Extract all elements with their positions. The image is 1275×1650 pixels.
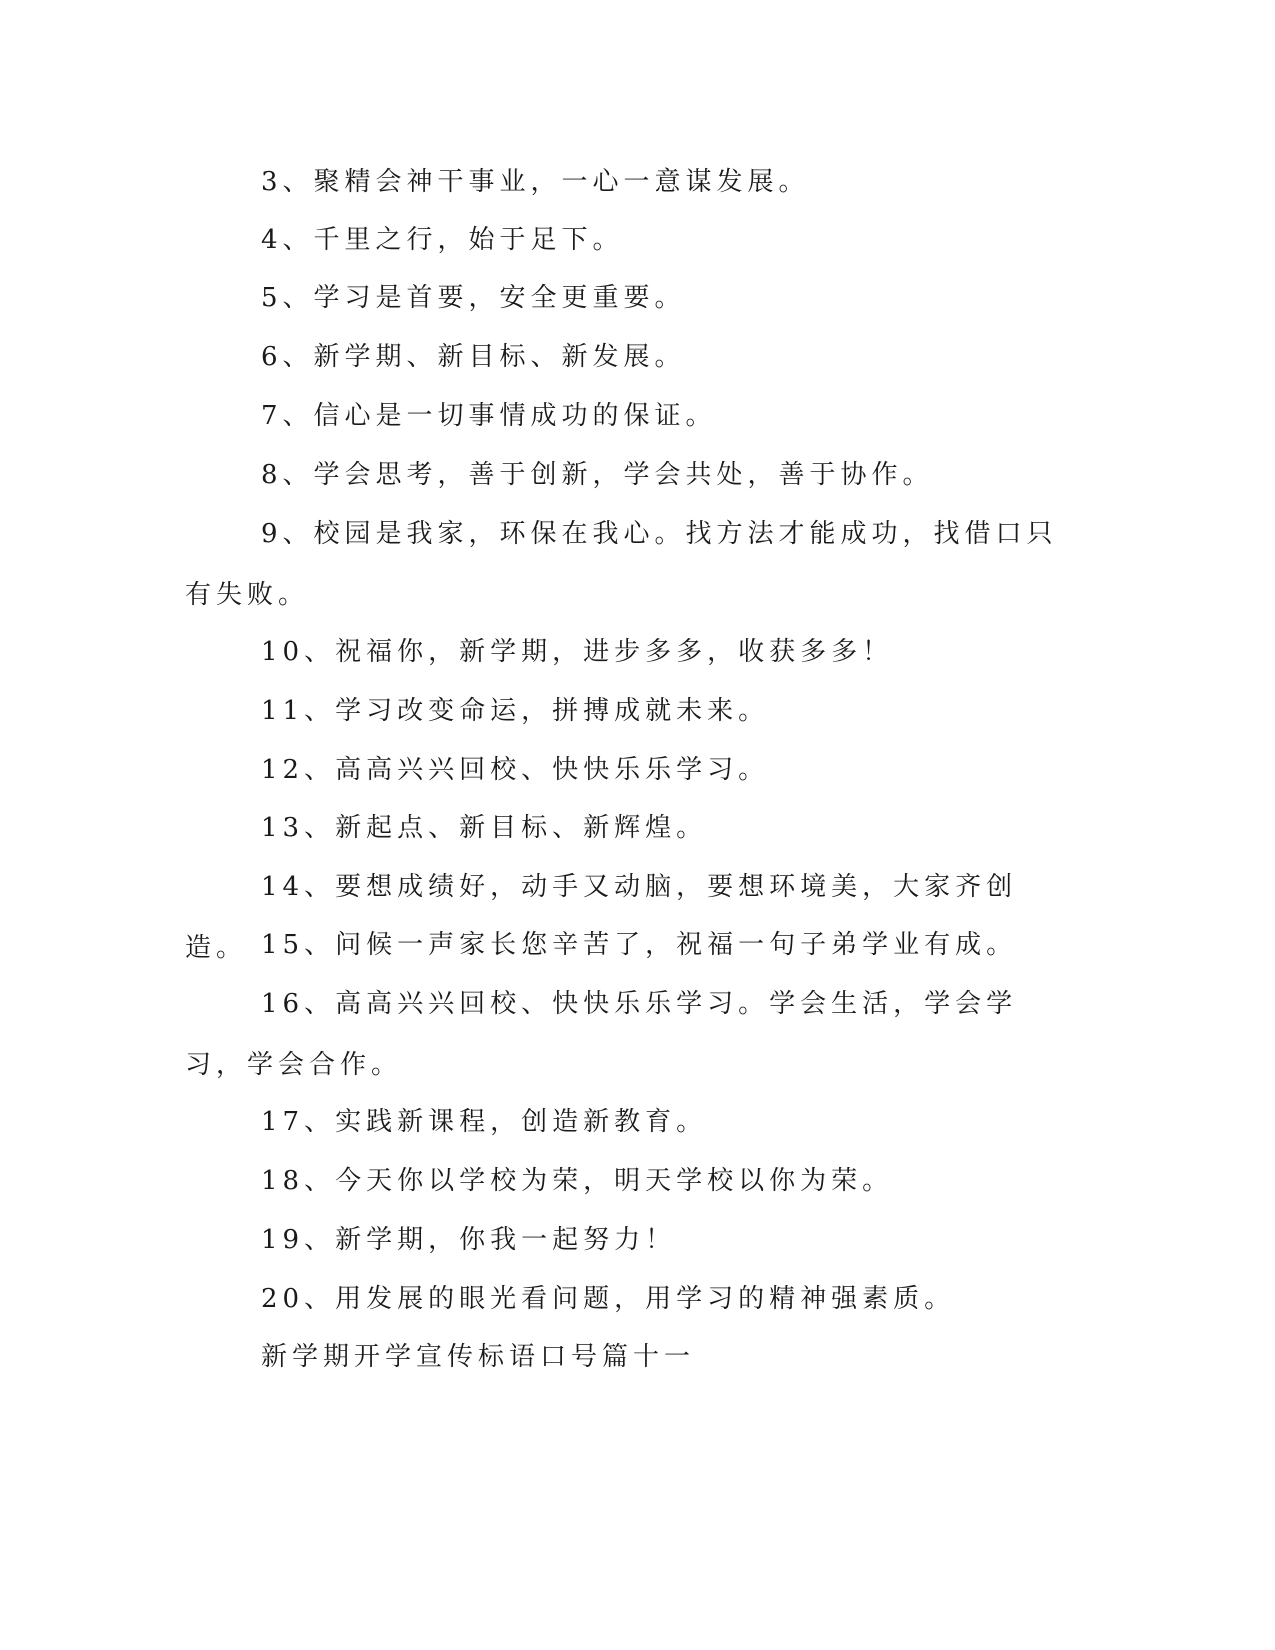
slogan-5: 5、学习是首要，安全更重要。 bbox=[261, 283, 686, 313]
slogan-3: 3、聚精会神干事业，一心一意谋发展。 bbox=[261, 167, 810, 197]
slogan-8: 8、学会思考，善于创新，学会共处，善于协作。 bbox=[261, 460, 934, 490]
slogan-19: 19、新学期，你我一起努力！ bbox=[261, 1225, 677, 1255]
slogan-14: 14、要想成绩好，动手又动脑，要想环境美，大家齐创造。 bbox=[185, 872, 1018, 963]
slogan-10: 10、祝福你，新学期，进步多多，收获多多！ bbox=[261, 637, 894, 667]
slogan-15: 15、问候一声家长您辛苦了，祝福一句子弟学业有成。 bbox=[261, 930, 1018, 960]
slogan-16: 16、高高兴兴回校、快快乐乐学习。学会生活，学会学习，学会合作。 bbox=[185, 989, 1018, 1080]
slogan-13: 13、新起点、新目标、新辉煌。 bbox=[261, 813, 708, 843]
slogan-9: 9、校园是我家，环保在我心。找方法才能成功，找借口只有失败。 bbox=[185, 519, 1058, 610]
slogan-6: 6、新学期、新目标、新发展。 bbox=[261, 342, 686, 372]
slogan-20: 20、用发展的眼光看问题，用学习的精神强素质。 bbox=[261, 1284, 956, 1314]
slogan-11: 11、学习改变命运，拼搏成就未来。 bbox=[261, 696, 770, 726]
slogan-12: 12、高高兴兴回校、快快乐乐学习。 bbox=[261, 755, 770, 785]
slogan-4: 4、千里之行，始于足下。 bbox=[261, 225, 624, 255]
section-heading: 新学期开学宣传标语口号篇十一 bbox=[261, 1342, 696, 1372]
slogan-18: 18、今天你以学校为荣，明天学校以你为荣。 bbox=[261, 1166, 894, 1196]
slogan-7: 7、信心是一切事情成功的保证。 bbox=[261, 401, 717, 431]
slogan-17: 17、实践新课程，创造新教育。 bbox=[261, 1107, 708, 1137]
